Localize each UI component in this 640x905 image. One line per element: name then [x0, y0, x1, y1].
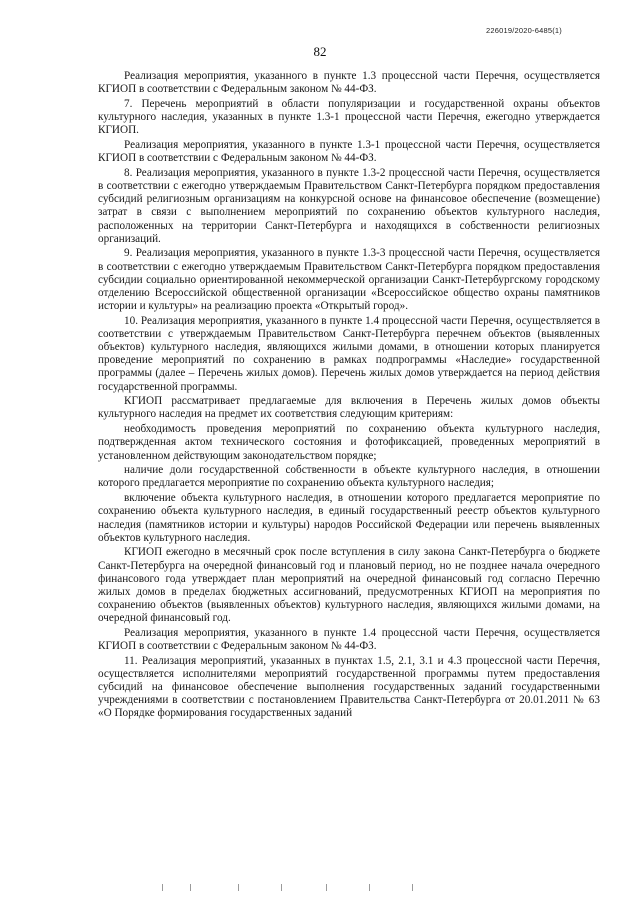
paragraph: включение объекта культурного наследия, в отношении которого предлагается мероприятие по сохранению объекта культурного наследия, в единый государственный реестр объектов культурного наследия (памятников истории и культуры) народов Российской Федерации или перечень выявленных объектов культурного наследия.	[98, 492, 600, 544]
paragraph: Реализация мероприятия, указанного в пункте 1.3 процессной части Перечня, осуществляется КГИОП в соответствии с Федеральным законом № 44-ФЗ.	[98, 70, 600, 96]
paragraph: наличие доли государственной собственности в объекте культурного наследия, в отношении которого предлагается мероприятие по сохранению объекта культурного наследия;	[98, 464, 600, 490]
paragraph: необходимость проведения мероприятий по сохранению объекта культурного наследия, подтвержденная актом технического состояния и фотофиксацией, проведенных мероприятий в установленном действующим законодательством порядке;	[98, 423, 600, 462]
paragraph: КГИОП ежегодно в месячный срок после вступления в силу закона Санкт-Петербурга о бюджете Санкт-Петербурга на очередной финансовый год и плановый период, но не позднее начала очередного финансового года утверждает план мероприятий на очередной финансовый год согласно Перечню жилых домов в пределах бюджетных ассигнований, предусмотренных КГИОП на мероприятия по сохранению объектов (выявленных объектов) культурного наследия, являющихся жилыми домами, на очередной финансовый год.	[98, 546, 600, 625]
document-body	[98, 70, 600, 722]
paragraph: 10. Реализация мероприятия, указанного в пункте 1.4 процессной части Перечня, осуществляется в соответствии с утверждаемым Правительством Санкт-Петербурга перечнем объектов (выявленных объектов) культурного наследия, являющихся жилыми домами, в отношении которых планируется проведение мероприятий по сохранению в рамках подпрограммы «Наследие» государственной программы (далее – Перечень жилых домов). Перечень жилых домов утверждается на период действия государственной программы.	[98, 314, 600, 393]
document-id: 226019/2020-6485(1)	[486, 26, 562, 35]
paragraph: 9. Реализация мероприятия, указанного в пункте 1.3-3 процессной части Перечня, осуществляется в соответствии с ежегодно утверждаемым Правительством Санкт-Петербурга порядком предоставления субсидии социально ориентированной некоммерческой организации Санкт-Петербургскому городскому отделению Всероссийской общественной организации «Всероссийское общество охраны памятников истории и культуры» на реализацию проекта «Открытый город».	[98, 247, 600, 313]
paragraph: 8. Реализация мероприятия, указанного в пункте 1.3-2 процессной части Перечня, осуществляется в соответствии с ежегодно утверждаемым Правительством Санкт-Петербурга порядком предоставления субсидий религиозным организациям на конкурсной основе на финансовое обеспечение (возмещение) затрат в связи с выполнением мероприятий по сохранению объектов культурного наследия, расположенных на территории Санкт-Петербурга и находящихся в собственности религиозных организаций.	[98, 166, 600, 245]
paragraph: 7. Перечень мероприятий в области популяризации и государственной охраны объектов культурного наследия, указанных в пункте 1.3-1 процессной части Перечня, ежегодно утверждается КГИОП.	[98, 97, 600, 137]
paragraph: КГИОП рассматривает предлагаемые для включения в Перечень жилых домов объекты культурного наследия на предмет их соответствия следующим критериям:	[98, 395, 600, 421]
page-number: 82	[313, 44, 327, 59]
paragraph: Реализация мероприятия, указанного в пункте 1.4 процессной части Перечня, осуществляется КГИОП в соответствии с Федеральным законом № 44-ФЗ.	[98, 626, 600, 653]
paragraph: 11. Реализация мероприятий, указанных в пунктах 1.5, 2.1, 3.1 и 4.3 процессной части Перечня, осуществляется исполнителями мероприятий государственной программы путем предоставления субсидий на финансовое обеспечение выполнения государственных заданий государственными учреждениями в соответствии с постановлением Правительства Санкт-Петербурга от 20.01.2011 № 63 «О Порядке формирования государственных заданий	[98, 654, 600, 720]
paragraph: Реализация мероприятия, указанного в пункте 1.3-1 процессной части Перечня, осуществляется КГИОП в соответствии с Федеральным законом № 44-ФЗ.	[98, 138, 600, 165]
scan-artifact-marks	[150, 884, 450, 892]
